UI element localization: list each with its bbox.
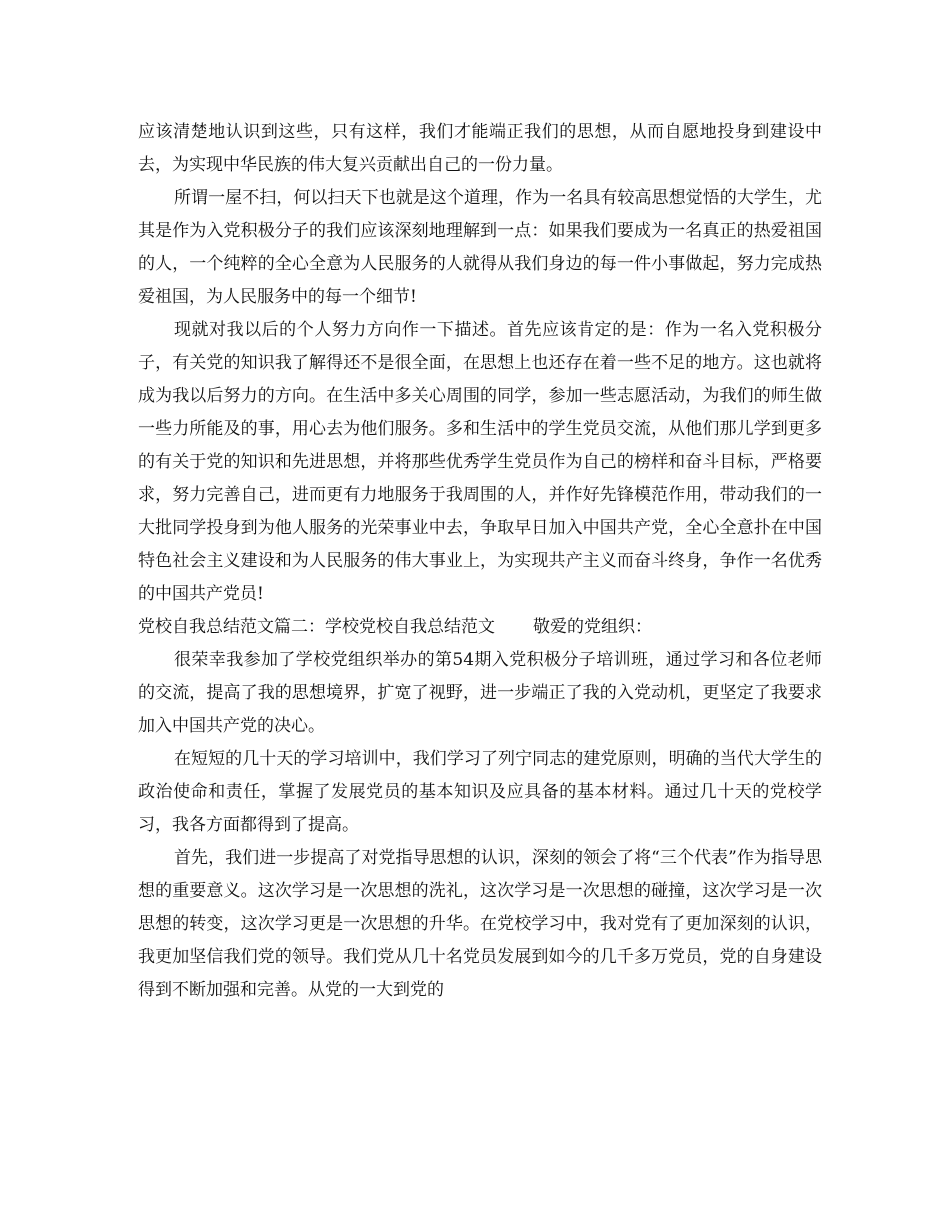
section-title: 党校自我总结范文篇二：学校党校自我总结范文 (138, 617, 495, 637)
paragraph-5: 在短短的几十天的学习培训中，我们学习了列宁同志的建党原则，明确的当代大学生的政治使命和责任，掌握了发展党员的基本知识及应具备的基本材料。通过几十天的党校学习，我各方面都得到了提高。 (138, 749, 822, 835)
paragraph-6: 首先，我们进一步提高了对党指导思想的认识，深刻的领会了将“三个代表”作为指导思想的重要意义。这次学习是一次思想的洗礼，这次学习是一次思想的碰撞，这次学习是一次思想的转变，这次学习更是一次思想的升华。在党校学习中，我对党有了更加深刻的认识，我更加坚信我们党的领导。我们党从几十名党员发展到如今的几千多万党员，党的自身建设得到不断加强和完善。从党的一大到党的 (138, 848, 822, 1000)
paragraph-1: 应该清楚地认识到这些，只有这样，我们才能端正我们的思想，从而自愿地投身到建设中去，为实现中华民族的伟大复兴贡献出自己的一份力量。 (138, 122, 822, 175)
salutation: 敬爱的党组织： (533, 617, 652, 637)
document-body (138, 116, 822, 1007)
paragraph-4: 很荣幸我参加了学校党组织举办的第54期入党积极分子培训班，通过学习和各位老师的交流，提高了我的思想境界，扩宽了视野，进一步端正了我的入党动机，更坚定了我要求加入中国共产党的决心。 (138, 650, 822, 736)
paragraph-3: 现就对我以后的个人努力方向作一下描述。首先应该肯定的是：作为一名入党积极分子，有关党的知识我了解得还不是很全面，在思想上也还存在着一些不足的地方。这也就将成为我以后努力的方向。在生活中多关心周围的同学，参加一些志愿活动，为我们的师生做一些力所能及的事，用心去为他们服务。多和生活中的学生党员交流，从他们那儿学到更多的有关于党的知识和先进思想，并将那些优秀学生党员作为自己的榜样和奋斗目标，严格要求，努力完善自己，进而更有力地服务于我周围的人，并作好先锋模范作用，带动我们的一大批同学投身到为他人服务的光荣事业中去，争取早日加入中国共产党，全心全意扑在中国特色社会主义建设和为人民服务的伟大事业上，为实现共产主义而奋斗终身，争作一名优秀的中国共产党员! (138, 320, 822, 604)
section-heading (138, 611, 822, 644)
paragraph-2: 所谓一屋不扫，何以扫天下也就是这个道理，作为一名具有较高思想觉悟的大学生，尤其是作为入党积极分子的我们应该深刻地理解到一点：如果我们要成为一名真正的热爱祖国的人，一个纯粹的全心全意为人民服务的人就得从我们身边的每一件小事做起，努力完成热爱祖国，为人民服务中的每一个细节! (138, 188, 822, 307)
